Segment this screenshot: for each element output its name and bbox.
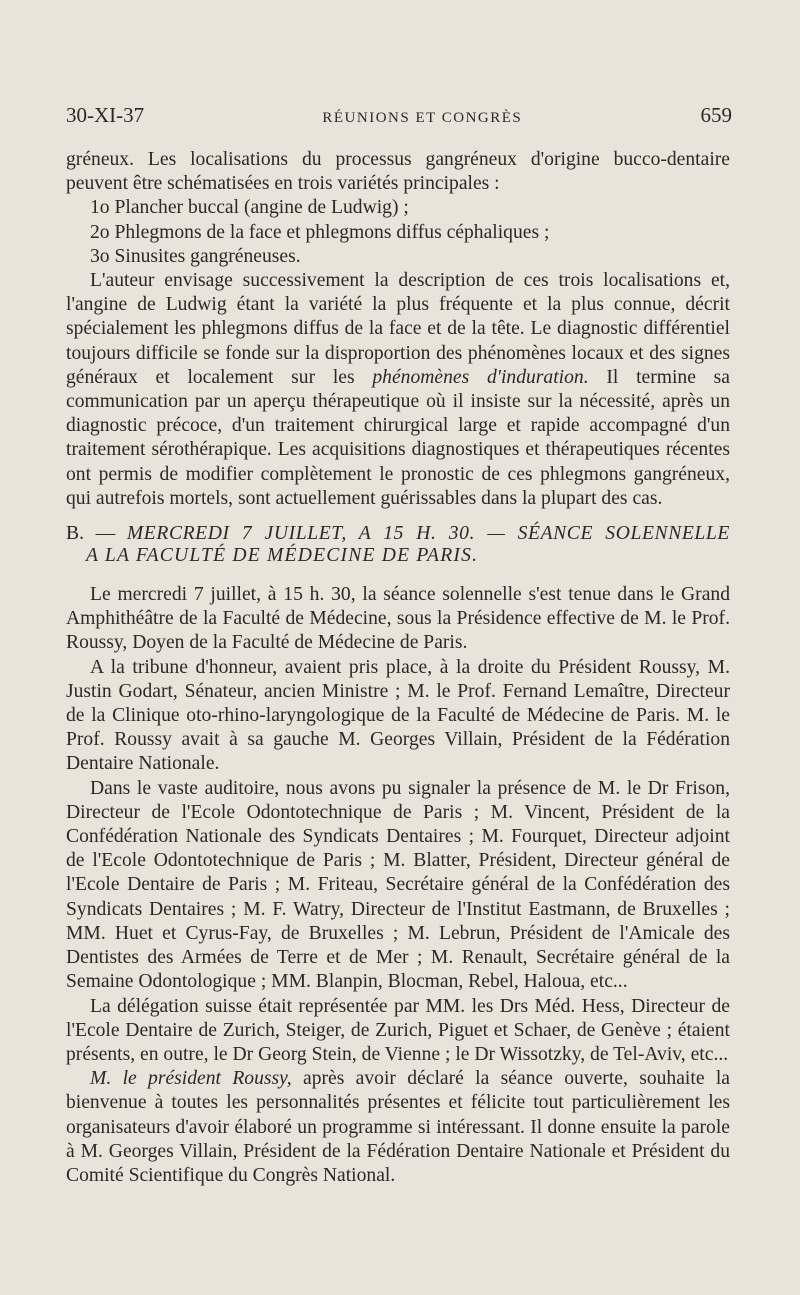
paragraph-seance: Le mercredi 7 juillet, à 15 h. 30, la séance solennelle s'est tenue dans le Grand Amphithéâtre de la Faculté de Médecine, sous la Présidence effective de M. le Prof. Roussy, Doyen de la Faculté de Médecine de Paris. [66, 584, 730, 654]
header-date: 30-XI-37 [66, 103, 145, 127]
text-run: Il termine sa communication par un aperçu thérapeutique où il insiste sur la nécessité, après un diagnostic précoce, d'un traitement chirurgical large et rapide accompagné d'un traitement sérothérapique. Les acquisitions diagnostiques et thérapeutiques récentes ont permis de modifier complètement le pronostic de ces phlegmons gangréneux, qui autrefois mortels, sont actuellement guérissables dans la plupart des cas. [66, 366, 730, 509]
running-title: RÉUNIONS ET CONGRÈS [322, 110, 523, 126]
text-run: après avoir déclaré la séance ouverte, souhaite la bienvenue à toutes les personnalités présentes et félicite tout particulièrement les organisateurs d'avoir élaboré un programme si intéressant. Il donne ensuite la parole à M. Georges Villain, Président de la Fédération Dentaire Nationale et Président du Comité Scientifique du Congrès National. [66, 1068, 731, 1186]
paragraph-continuation: gréneux. Les localisations du processus gangréneux d'origine bucco-dentaire peuvent être schématisées en trois variétés principales : [66, 149, 730, 195]
list-item: 2o Phlegmons de la face et phlegmons diffus céphaliques ; [90, 221, 550, 243]
paragraph-president [66, 1067, 730, 1188]
list-item: 1o Plancher buccal (angine de Ludwig) ; [90, 197, 409, 219]
section-prefix: B. — [66, 523, 127, 545]
italic-speaker: M. le président Roussy, [90, 1068, 292, 1090]
paragraph-author-description [66, 269, 730, 511]
text-run: L'auteur envisage successivement la description de ces trois localisations et, l'angine de Ludwig étant la variété la plus fréquente et la plus connue, décrit spécialement les phlegmons diffus de la face et de la tête. Le diagnostic différentiel toujours difficile se fonde sur la disproportion des phénomènes locaux et des signes généraux et localement sur les [66, 270, 730, 388]
localisation-list [66, 196, 730, 269]
section-heading [66, 523, 730, 567]
paragraph-auditoire: Dans le vaste auditoire, nous avons pu signaler la présence de M. le Dr Frison, Directeur de l'Ecole Odontotechnique de Paris ; M. Vincent, Président de la Confédération Nationale des Syndicats Dentaires ; M. Fourquet, Directeur adjoint de l'Ecole Odontotechnique de Paris ; M. Blatter, Président, Directeur général de l'Ecole Dentaire de Paris ; M. Friteau, Secrétaire général de la Confédération des Syndicats Dentaires ; M. F. Watry, Directeur de l'Institut Eastmann, de Bruxelles ; MM. Huet et Cyrus-Fay, de Bruxelles ; M. Lebrun, Président de l'Amicale des Dentistes des Armées de Terre et de Mer ; M. Renault, Secrétaire général de la Semaine Odontologique ; MM. Blanpin, Blocman, Rebel, Haloua, etc... [66, 777, 730, 993]
page-header [66, 103, 732, 133]
paragraph-tribune: A la tribune d'honneur, avaient pris place, à la droite du Président Roussy, M. Justin Godart, Sénateur, ancien Ministre ; M. le Prof. Fernand Lemaître, Directeur de la Clinique oto-rhino-laryngologique de la Faculté de Médecine de Paris. M. le Prof. Roussy avait à sa gauche M. Georges Villain, Président de la Fédération Dentaire Nationale. [66, 656, 730, 775]
section-title-line2: A LA FACULTÉ DE MÉDECINE DE PARIS. [86, 545, 479, 567]
page-number: 659 [700, 103, 732, 127]
section-title-line1: MERCREDI 7 JUILLET, A 15 H. 30. — SÉANCE SOLENNELLE [126, 523, 730, 545]
paragraph-delegation: La délégation suisse était représentée par MM. les Drs Méd. Hess, Directeur de l'Ecole Dentaire de Zurich, Steiger, de Zurich, Piguet et Schaer, de Genève ; étaient présents, en outre, le Dr Georg Stein, de Vienne ; le Dr Wissotzky, de Tel-Aviv, etc... [66, 995, 730, 1065]
italic-term: phénomènes d'induration. [372, 366, 589, 388]
page-body [66, 148, 730, 1188]
list-item: 3o Sinusites gangréneuses. [90, 245, 301, 267]
